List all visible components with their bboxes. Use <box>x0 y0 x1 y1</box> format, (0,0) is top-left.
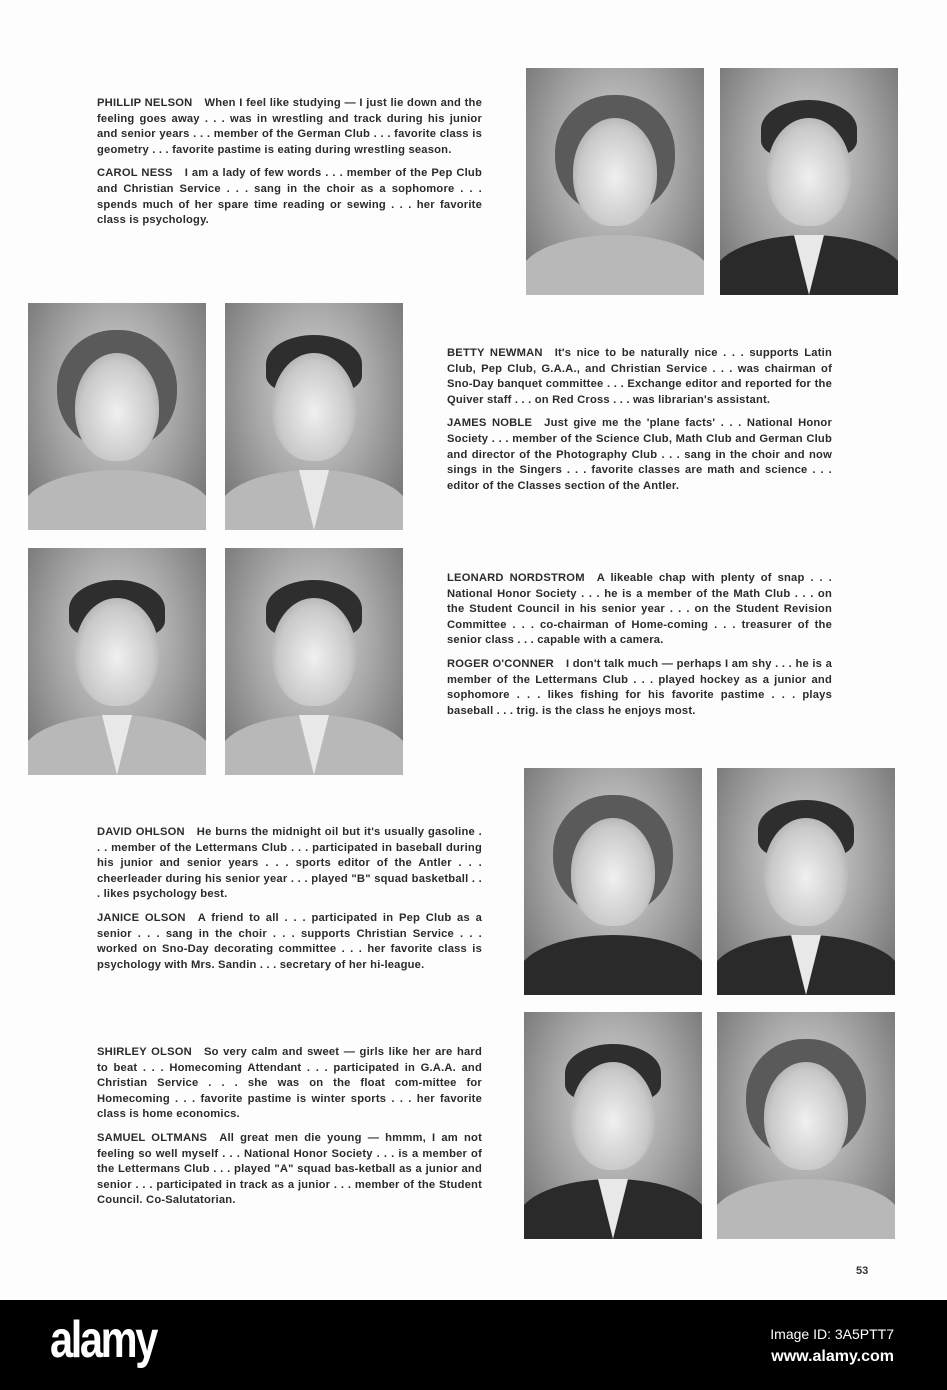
bio-shirley-olson <box>97 1045 482 1123</box>
alamy-logo: alamy <box>50 1311 156 1369</box>
portrait-janice-olson <box>524 768 702 995</box>
portrait-carol-ness <box>526 68 704 295</box>
student-name: PHILLIP NELSON <box>97 97 193 109</box>
portrait-shirley-olson <box>717 1012 895 1239</box>
student-bio: He burns the midnight oil but it's usually gasoline . . . member of the Lettermans Club . . . participated in baseball during his junior and senior years . . . sports editor of the Antler . . . cheerleader during his senior year . . . played "B" squad basketball . . . likes psychology best. <box>97 826 482 901</box>
portrait-james-noble <box>225 303 403 530</box>
bio-samuel-oltmans <box>97 1131 482 1209</box>
student-bio: All great men die young — hmmm, I am not feeling so well myself . . . National Honor Society . . . is a member of the Lettermans Club . . . played "A" squad bas-ketball as a junior and senior . . . participated in track as a junior . . . member of the Student Council. Co-Salutatorian. <box>97 1131 483 1207</box>
bio-janice-olson <box>97 911 482 973</box>
bio-betty-newman <box>447 346 832 408</box>
student-name: SHIRLEY OLSON <box>97 1046 192 1058</box>
watermark-bar <box>0 1300 947 1390</box>
student-name: JAMES NOBLE <box>447 417 533 430</box>
student-bio: So very calm and sweet — girls like her are hard to beat . . . Homecoming Attendant . . . participated in G.A.A. and Christian Service . . . she was on the float com-mittee for Homecoming . . . favorite pastime is winter sports . . . her favorite class is home economics. <box>97 1046 482 1121</box>
portrait-leonard-nordstrom <box>28 548 206 775</box>
portrait-betty-newman <box>28 303 206 530</box>
portrait-david-ohlson <box>717 768 895 995</box>
student-name: LEONARD NORDSTROM <box>447 572 585 584</box>
portrait-roger-oconner <box>225 548 403 775</box>
bio-block-nordstrom-oconner <box>447 571 832 727</box>
student-bio: It's nice to be naturally nice . . . supports Latin Club, Pep Club, G.A.A., and Christian Service . . . was chairman of Sno-Day banquet committee . . . Exchange editor and reported for the Quiver staff . . . on Red Cross . . . was librarian's assistant. <box>447 347 833 406</box>
page-number: 53 <box>856 1265 869 1277</box>
student-bio: I am a lady of few words . . . member of the Pep Club and Christian Service . . . sang in the choir as a sophomore . . . spends much of her spare time reading or sewing . . . her favorite class is psychology. <box>97 167 482 227</box>
bio-block-newman-noble <box>447 346 832 502</box>
image-id: Image ID: 3A5PTT7 <box>770 1326 894 1342</box>
student-name: CAROL NESS <box>97 167 173 180</box>
watermark-url: www.alamy.com <box>771 1348 894 1365</box>
student-name: DAVID OHLSON <box>97 826 185 838</box>
portrait-samuel-oltmans <box>524 1012 702 1239</box>
bio-block-olson-oltmans <box>97 1045 482 1217</box>
bio-leonard-nordstrom <box>447 571 832 649</box>
student-name: BETTY NEWMAN <box>447 347 543 359</box>
bio-james-noble <box>447 416 832 494</box>
student-bio: Just give me the 'plane facts' . . . National Honor Society . . . member of the Science Club, Math Club and German Club and director of the Photography Club . . . sang in the choir and now sings in the Singers . . . favorite classes are math and science . . . editor of the Classes section of the Antler. <box>447 417 833 492</box>
bio-phillip-nelson <box>97 96 482 158</box>
bio-roger-oconner <box>447 657 832 719</box>
student-name: ROGER O'CONNER <box>447 657 554 670</box>
bio-block-nelson-ness <box>97 96 482 237</box>
student-bio: A likeable chap with plenty of snap . . . National Honor Society . . . he is a member of the Math Club . . . on the Student Council in his senior year . . . on the Student Revision Committee . . . co-chairman of Home-coming . . . treasurer of the senior class . . . capable with a camera. <box>447 572 832 647</box>
student-name: JANICE OLSON <box>97 911 186 924</box>
bio-block-ohlson-olson <box>97 825 482 981</box>
student-name: SAMUEL OLTMANS <box>97 1131 208 1144</box>
student-bio: When I feel like studying — I just lie down and the feeling goes away . . . was in wrestling and track during his junior and senior years . . . member of the German Club . . . favorite class is geometry . . . favorite pastime is eating during wrestling season. <box>97 97 482 156</box>
student-bio: A friend to all . . . participated in Pep Club as a senior . . . sang in the choir . . . supports Christian Service . . . worked on Sno-Day decorating committee . . . her favorite class is psychology with Mrs. Sandin . . . secretary of her hi-league. <box>97 911 482 971</box>
bio-david-ohlson <box>97 825 482 903</box>
bio-carol-ness <box>97 166 482 228</box>
student-bio: I don't talk much — perhaps I am shy . . . he is a member of the Lettermans Club . . . played hockey as a junior and sophomore . . . likes fishing for his favorite pastime . . . plays baseball . . . trig. is the class he enjoys most. <box>447 657 832 717</box>
portrait-phillip-nelson <box>720 68 898 295</box>
